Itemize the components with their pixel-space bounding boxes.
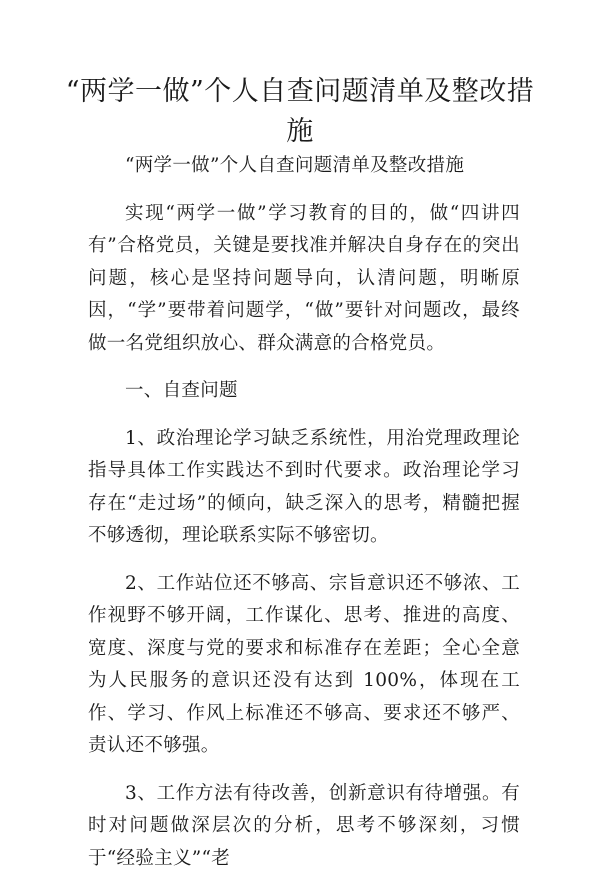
section-heading: 一、自查问题 — [125, 380, 238, 401]
document-title: “两学一做”个人自查问题清单及整改措施 — [65, 76, 535, 147]
subtitle-paragraph: “两学一做”个人自查问题清单及整改措施 — [125, 155, 465, 176]
intro-paragraph: 实现“两学一做”学习教育的目的，做“四讲四有”合格党员，关键是要找准并解决自身存在的突出问题，核心是坚持问题导向，认清问题，明晰原因，“学”要带着问题学，“做”要针对问题改，最终做一名党组织放心、群众满意的合格党员。 — [88, 202, 520, 354]
issue-paragraph-1: 1、政治理论学习缺乏系统性，用治党理政理论指导具体工作实践达不到时代要求。政治理论学习存在“走过场”的倾向，缺乏深入的思考，精髓把握不够透彻，理论联系实际不够密切。 — [88, 427, 520, 546]
document-body — [88, 150, 520, 890]
issue-paragraph-2: 2、工作站位还不够高、宗旨意识还不够浓、工作视野不够开阔，工作谋化、思考、推进的高度、宽度、深度与党的要求和标准存在差距；全心全意为人民服务的意识还没有达到 100%，体现在工作、学习、作风上标准还不够高、要求还不够严、责认还不够强。 — [88, 572, 520, 756]
issue-paragraph-3: 3、工作方法有待改善，创新意识有待增强。有时对问题做深层次的分析，思考不够深刻，习惯于“经验主义”“老 — [88, 782, 520, 869]
